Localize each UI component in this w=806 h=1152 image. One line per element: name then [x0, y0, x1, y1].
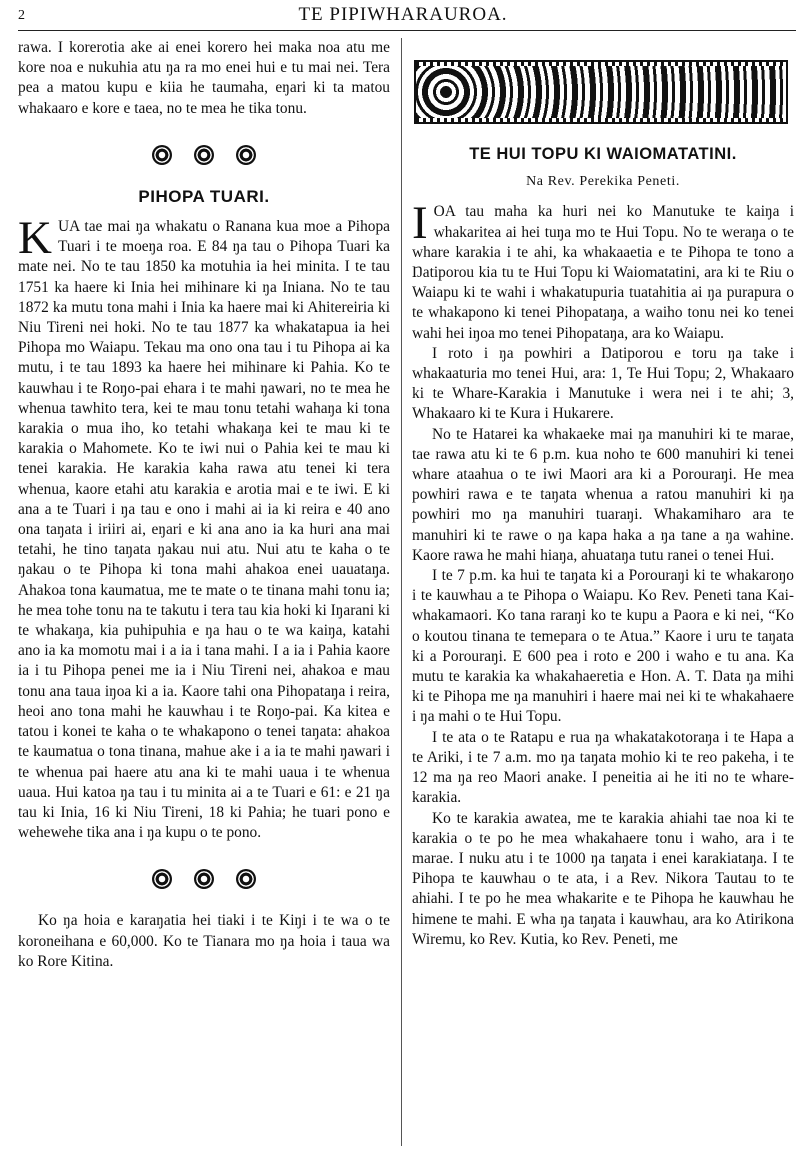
article-paragraph-text: UA tae mai ŋa whakatu o Ranana kua moe a Pihopa Tuari i te moeŋa roa. E 84 ŋa tau o Pihopa Tuari ka mate nei. No te tau 1850 ka motuhia ia hei minita. I te tau 1751 ka haere ki Inia hei mihinare ki ŋa Iniana. No te tau 1872 ka mutu tona mahi i Inia ka haere mai ki Ahitereiria ki Niu Tireni nei hoki. No te tau 1877 ka whakatapua ia hei Pihopa mo Waiapu. Tekau ma ono ona tau i tu Pihopa ai ka mutu, i te tau 1893 ka haere hei mihinare ki Pahia. Ko te kauwhau i te Roŋo-pai ehara i te mahi ŋawari, no te mea he whenua tawhito tera, kei te mau tonu tetahi wahaŋa ki tona karakia o mua iho, ko tetahi whakaŋa kei te mau ki te karakia o Mahomete. Ko te iwi nui o Pahia kei te mau ki tenei karakia. He karakia kaha rawa atu tenei ki tera whenua, kaore etahi atu karakia e arotia mai e te iwi. E ki ana a te Tuari i ŋa tau e ono i mahi ai ia ki reira e 40 ano ona taŋata i iriiri ai, eŋari e ki ana ano ia ka huri ana mai tetahi, he tino taŋata ŋakau nui atu. Nui atu te kaha o te ŋakau o te Pihopa ki tona mahi ahakoa enei uauataŋa. Ahakoa tona kaumatua, me te mate o te tinana mahi tonu ia; he mea tohe tonu na te takutu i tera tau kia hoki ki Iŋarani ki te whakaŋa, kia puhipuhia e ŋa hau o te wa kaiŋa, katahi ano ia ka momotu mai i a ia i tana mahi. I a ia i Pahia kaore ia i tu Pihopa penei me ia i Niu Tireni nei, ahakoa e mau tonu ana taua iŋoa ki a ia. Kaore tahi ona Pihopataŋa i reira, heoi ano tona mahi he kauwhau i te Roŋo-pai. Ka kitea e tatou i konei te kaha o te whakapono o tenei taŋata: ahakoa te kaumatua o tona tinana, mahue ake i a ia te mahi ŋawari i te whenua pai haere atu ana ki te mahi uaua i te whenua uaua. Hui katoa ŋa tau i tu minita ai a te Tuari e 61: e 21 ŋa tau ki Inia, 16 ki Niu Tireni, 18 ki Pahia; he tuari pono e wehewehe tika ana i ŋa kupu o te pono. — [18, 218, 390, 842]
article-paragraph: I te ata o te Ratapu e rua ŋa whakatakotoraŋa i te Hapa a te Ariki, i te 7 a.m. mo ŋa taŋata mohio ki te reo pakeha, i te 12 ma ŋa reo Maori anake. I peneitia ai he iti no te whare-karakia. — [412, 728, 794, 807]
continuation-paragraph: rawa. I korerotia ake ai enei korero hei maka noa atu me kore noa e nukuhia atu ŋa ra mo enei hui e tu mai nei. Tera pea a matou kupu e kiia he taumaha, eŋari ki ta matou whakaaro e kore e taea, no te mea he tika tonu. — [18, 39, 390, 117]
article-paragraph — [412, 197, 794, 343]
flower-ornament-icon — [152, 145, 172, 165]
page-number: 2 — [18, 8, 25, 23]
right-column — [412, 38, 794, 950]
article-paragraph — [18, 212, 390, 843]
ornament-divider — [18, 869, 390, 889]
decorative-banner — [414, 60, 788, 124]
footnote-paragraph: Ko ŋa hoia e karaŋatia hei tiaki i te Kiŋi i te wa o te koroneihana e 60,000. Ko te Tianara mo ŋa hoia i taua wa ko Rore Kitina. — [18, 912, 390, 970]
flower-ornament-icon — [236, 145, 256, 165]
drop-cap: I — [412, 197, 428, 250]
ornament-divider — [18, 145, 390, 165]
article-paragraph: I te 7 p.m. ka hui te taŋata ki a Porouraŋi ki te whakaroŋo i te kauwhau a te Pihopa o Waiapu. Ko Rev. Peneti tana Kai-whakamaori. Ko tana raraŋi ko te kupu a Paora e ki nei, “Ko o koutou tinana te temepara o te Atua.” Kaore i uru te taŋata ki a Porouraŋi. E 600 pea i roto e 200 i waho e tu ana. Ka mutu te karakia ka whakahaeretia e Hon. A. T. Ŋata ŋa mihi ki te Pihopa me ŋa manuhiri i haere mai nei ki te whakahaere i ŋa mahi o te Hui Topu. — [412, 567, 794, 726]
article-heading: TE HUI TOPU KI WAIOMATATINI. — [469, 145, 737, 163]
article-paragraph: Ko te karakia awatea, me te karakia ahiahi tae noa ki te karakia o te po he mea whakahaere tonu i waho, ara i te marae. I nuku atu i te 1000 ŋa taŋata i enei karakiataŋa. I te Pihopa te kauwhau o te ata, i a Rev. Nikora Tautau to te ahiahi. I te po he mea whakarite e te Pihopa he kauwhau he himene te mahi. E wha ŋa taŋata i kauwhau, ara ko Atirikona Wiremu, ko Rev. Kutia, ko Rev. Peneti, me — [412, 809, 794, 948]
running-title: TE PIPIWHARAUROA. — [298, 4, 508, 25]
flower-ornament-icon — [194, 145, 214, 165]
flower-ornament-icon — [194, 869, 214, 889]
header-rule — [18, 30, 796, 31]
byline: Na Rev. Pereki​ka Peneti. — [526, 174, 680, 190]
article-heading: PIHOPA TUARI. — [138, 186, 270, 206]
article-paragraph: I roto i ŋa powhiri a Ŋatiporou e toru ŋa take i whakaaturia mo tenei Hui, ara: 1, Te Hui Topu; 2, Whakaaro ki te Whare-Karakia i Manutuke i wera nei i te ahi; 3, Whakaaro ki te Kura i Hukarere. — [412, 344, 794, 423]
flower-ornament-icon — [152, 869, 172, 889]
page-header — [0, 0, 806, 34]
article-paragraph-text: OA tau maha ka huri nei ko Manutuke te kaiŋa i whakaritea ai hei tuŋa mo te Hui Topu. No te weraŋa o te whare karakia i te ahi, ka whakaaetia e te Pihopa te tono a Ŋatiporou kia tu te Hui Topu ki Waiomatatini, ara ki te Riu o Waiapu ki te wahi i whakatupuria tuatahitia ai ŋa purapura o te whakapono ki tenei Pihopataŋa, a waiho tonu nei ko tenei wahi hei iŋoa mo tenei Pihopataŋa, ara ko Waiapu. — [412, 203, 794, 342]
drop-cap: K — [18, 212, 52, 265]
left-column — [18, 38, 390, 972]
article-paragraph: No te Hatarei ka whakaeke mai ŋa manuhiri ki te marae, tae rawa atu ki te 6 p.m. kua noho te 600 manuhiri ki tenei whare ataahua o te iwi Maori ara ki a Porouraŋi. He mea powhiri rawa e te taŋata whenua a ratou manuhiri ki ŋa powhiri mo ŋa manuhiri tuaraŋi. Whakamiharo ara te manuhiri ki te rawe o ŋa kapa haka a ŋa tane a ŋa wahine. Kaore rawa he mahi hiaŋa, ahuataŋa tutu ranei o tenei Hui. — [412, 425, 794, 564]
flower-ornament-icon — [236, 869, 256, 889]
column-divider — [401, 38, 402, 1146]
